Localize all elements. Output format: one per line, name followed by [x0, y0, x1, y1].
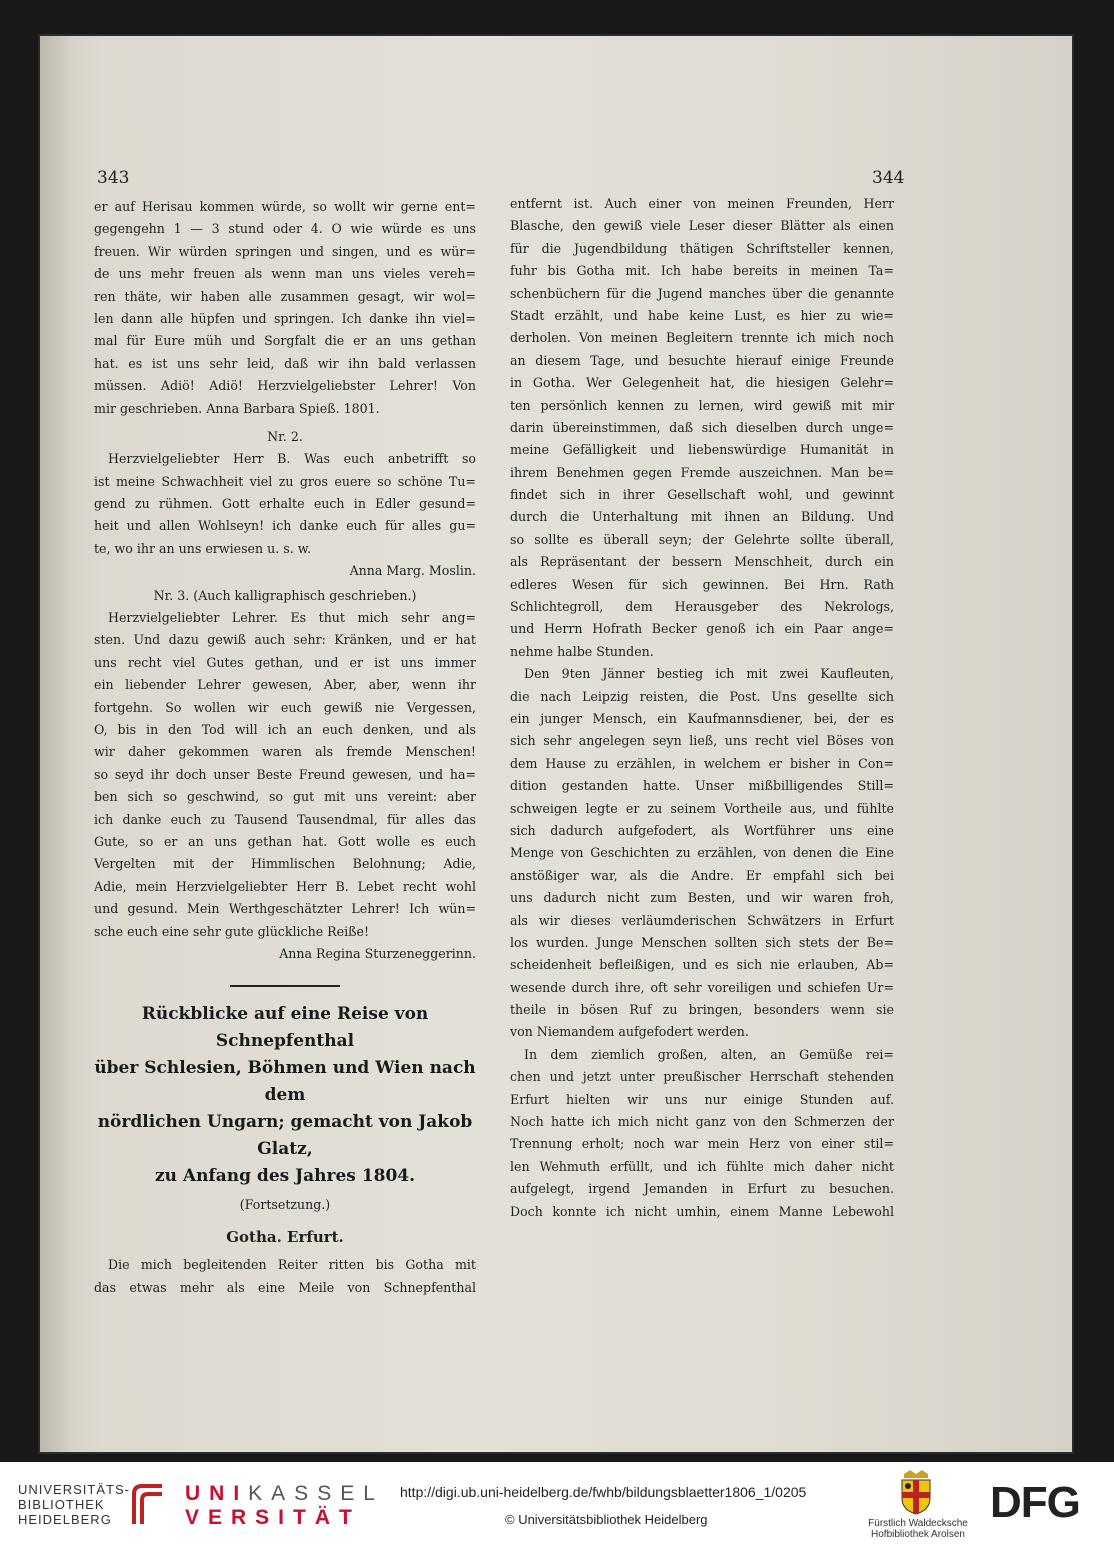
ub-line: UNIVERSITÄTS- [18, 1482, 130, 1497]
text-line: darin übereinstimmen, daß sich dieselben durch unge= [510, 419, 894, 435]
text-line: in Gotha. Wer Gelegenheit hat, die hiesigen Gelehr= [510, 375, 894, 391]
copyright-text: © Universitätsbibliothek Heidelberg [505, 1512, 708, 1527]
text-line: Menge von Geschichten zu erzählen, von denen die Eine [510, 845, 894, 861]
text-line: len dann alle hüpfen und springen. Ich danke ihn viel= [94, 310, 476, 326]
text-line: Doch konnte ich nicht umhin, einem Manne Lebewohl [510, 1203, 894, 1219]
text-line: los wurden. Junge Menschen sollten sich stets der Be= [510, 934, 894, 950]
nr2-signature: Anna Marg. Moslin. [349, 563, 476, 579]
text-line: gegengehn 1 — 3 stund oder 4. O wie würde es uns [94, 221, 476, 237]
text-line: derholen. Von meinen Begleitern trennte ich mich noch [510, 330, 894, 346]
text-line: und gesund. Mein Werthgeschätzter Lehrer! Ich wün= [94, 901, 476, 917]
text-line: für die Jugendbildung thätigen Schriftsteller kennen, [510, 240, 894, 256]
text-line: so seyd ihr doch unser Beste Freund gewesen, und ha= [94, 766, 476, 782]
text-line: sich sehr angelegen seyn ließ, uns recht viel Böses von [510, 733, 894, 749]
nr2-heading: Nr. 2. [267, 428, 303, 444]
text-line: fuhr bis Gotha mit. Ich habe bereits in meinen Ta= [510, 263, 894, 279]
ub-line: BIBLIOTHEK [18, 1497, 105, 1512]
text-line: Den 9ten Jänner bestieg ich mit zwei Kaufleuten, [524, 666, 894, 682]
right-column [510, 193, 894, 1223]
text-line: uns dadurch nicht zum Besten, und wir waren froh, [510, 890, 894, 906]
paragraph-journey [510, 663, 894, 1044]
section-divider [230, 985, 340, 987]
text-line: schweigen legte er zu seinem Vortheile aus, und fühlte [510, 800, 894, 816]
text-line: Herzvielgeliebter Herr B. Was euch anbetrifft so [108, 451, 476, 467]
text-line: chen und jetzt unter preußischer Herrschaft stehenden [510, 1069, 894, 1085]
text-line: Schlichtegroll, dem Herausgeber des Nekrologs, [510, 599, 894, 615]
title-line: Rückblicke auf eine Reise von Schnepfenthal [141, 1004, 429, 1052]
text-line: Trennung erholt; noch war mein Herz von einer stil= [510, 1136, 894, 1152]
nr3-signature: Anna Regina Sturzeneggerinn. [279, 945, 476, 961]
text-line: gend zu rühmen. Gott erhalte euch in Edler gesund= [94, 496, 476, 512]
text-line: aufgelegt, irgend Jemanden in Erfurt zu besuchen. [510, 1181, 894, 1197]
text-line: uns recht viel Gutes gethan, und er ist uns immer [94, 654, 476, 670]
text-line: er auf Herisau kommen würde, so wollt wir gerne ent= [94, 199, 476, 214]
ub-line: HEIDELBERG [18, 1512, 112, 1527]
text-line: das etwas mehr als eine Meile von Schnepfenthal [94, 1279, 476, 1295]
text-line: de uns mehr freuen als wenn man uns vieles vereh= [94, 266, 476, 282]
text-line: dition gestanden hatte. Unser mißbilligendes Still= [510, 778, 894, 794]
uni-kassel-bottom: VERSITÄT [185, 1506, 361, 1529]
left-page-number: 343 [97, 168, 130, 188]
arolsen-credit [858, 1518, 978, 1540]
permalink-url[interactable]: http://digi.ub.uni-heidelberg.de/fwhb/bildungsblaetter1806_1/0205 [400, 1484, 807, 1500]
letter-1-text [94, 196, 476, 420]
text-line: entfernt ist. Auch einer von meinen Freunden, Herr [510, 196, 894, 211]
text-line: ten persönlich kennen zu lernen, wird gewiß mit mir [510, 397, 894, 413]
text-line: als wir dieses verläumderischen Schwätzers in Erfurt [510, 912, 894, 928]
article-title [94, 1001, 476, 1190]
uni-kassel-logo[interactable] [185, 1482, 384, 1530]
text-line: nehme halbe Stunden. [510, 643, 654, 659]
text-line: hat. es ist uns sehr leid, daß wir ihn bald verlassen [94, 355, 476, 371]
text-line: Vergelten mit der Himmlischen Belohnung; Adie, [94, 856, 476, 872]
arolsen-line: Fürstlich Waldecksche [868, 1518, 968, 1529]
waldeck-crest-icon [896, 1468, 936, 1516]
text-line: müssen. Adiö! Adiö! Herzvielgeliebster Lehrer! Von [94, 378, 476, 394]
title-line: nördlichen Ungarn; gemacht von Jakob Glatz, [97, 1112, 473, 1160]
text-line: theile in bösen Ruf zu bringen, besonders wenn sie [510, 1002, 894, 1018]
letter-3-text [94, 607, 476, 943]
nr3-heading: Nr. 3. (Auch kalligraphisch geschrieben.) [153, 587, 417, 603]
text-line: dem Hause zu erzählen, in welchem er bisher in Con= [510, 755, 894, 771]
text-line: ein liebender Lehrer gewesen, Aber, aber, wenn ihr [94, 677, 476, 693]
title-line: zu Anfang des Jahres 1804. [154, 1166, 416, 1187]
dfg-logo[interactable]: DFG [990, 1478, 1080, 1527]
text-line: In dem ziemlich großen, alten, an Gemüße rei= [524, 1046, 894, 1062]
title-line: über Schlesien, Böhmen und Wien nach dem [94, 1058, 476, 1106]
left-column [94, 196, 476, 1299]
paragraph-gotha [510, 193, 894, 663]
uni-kassel-top: UNIKASSEL [185, 1482, 384, 1505]
text-line: Erfurt hielten wir uns nur einige Stunden auf. [510, 1091, 894, 1107]
continued-note: (Fortsetzung.) [239, 1197, 331, 1213]
text-line: und Herrn Hofrath Becker genoß ich ein Paar ange= [510, 621, 894, 637]
text-line: edleres Wesen für sich gewinnen. Bei Hrn. Rath [510, 576, 894, 592]
text-line: Blasche, den gewiß viele Leser dieser Blätter als einen [510, 218, 894, 234]
right-page-number: 344 [872, 168, 905, 188]
text-line: so sollte es überall seyn; der Gelehrte sollte überall, [510, 531, 894, 547]
text-line: len Wehmuth erfüllt, und ich fühlte mich daher nicht [510, 1158, 894, 1174]
text-line: mir geschrieben. Anna Barbara Spieß. 1801. [94, 400, 380, 416]
text-line: te, wo ihr an uns erwiesen u. s. w. [94, 540, 311, 556]
text-line: an diesem Tage, und besuchte hierauf einige Freunde [510, 352, 894, 368]
text-line: die nach Leipzig reisten, die Post. Uns gesellte sich [510, 688, 894, 704]
section-heading: Gotha. Erfurt. [226, 1228, 344, 1247]
text-line: von Niemandem aufgefodert werden. [510, 1024, 749, 1040]
letter-2-text [94, 448, 476, 560]
text-line: fortgehn. So wollen wir euch gewiß nie Vergessen, [94, 699, 476, 715]
text-line: durch die Unterhaltung mit ihnen an Bildung. Und [510, 509, 894, 525]
text-line: ben sich so geschwind, so gut mit uns vereint: aber [94, 789, 476, 805]
text-line: Herzvielgeliebter Lehrer. Es thut mich sehr ang= [108, 610, 476, 626]
text-line: freuen. Wir würden springen und singen, und es wür= [94, 243, 476, 259]
text-line: findet sich in ihrer Gesellschaft wohl, und gewinnt [510, 487, 894, 503]
text-line: O, bis in den Tod will ich an euch denken, und als [94, 721, 476, 737]
text-line: wesende durch ihre, oft sehr voreiligen und schiefen Ur= [510, 979, 894, 995]
text-line: Adie, mein Herzvielgeliebter Herr B. Lebet recht wohl [94, 878, 476, 894]
text-line: Stadt erzählt, und habe keine Lust, es hier zu wie= [510, 307, 894, 323]
text-line: mal für Eure müh und Sorgfalt die er an uns gethan [94, 333, 476, 349]
text-line: ihrem Benehmen gegen Fremde auszeichnen. Man be= [510, 464, 894, 480]
text-line: wir daher gekommen waren als fremde Menschen! [94, 744, 476, 760]
text-line: ist meine Schwachheit viel zu gros euere so schöne Tu= [94, 473, 476, 489]
text-line: Die mich begleitenden Reiter ritten bis Gotha mit [108, 1257, 476, 1273]
section-text [94, 1254, 476, 1299]
text-line: Gute, so er an uns gethan hat. Gott wolle es euch [94, 833, 476, 849]
text-line: sche euch eine sehr gute glückliche Reiße! [94, 923, 370, 939]
text-line: scheidenheit befleißigen, und es sich nie erlauben, Ab= [510, 957, 894, 973]
text-line: meine Gefälligkeit und liebenswürdige Humanität in [510, 442, 894, 458]
text-line: ren thäte, wir haben alle zusammen gesagt, wir wol= [94, 288, 476, 304]
text-line: sich dadurch aufgefodert, als Wortführer uns eine [510, 822, 894, 838]
page-edge-shadow [40, 36, 70, 1452]
footer-bar [0, 1462, 1114, 1547]
text-line: als Repräsentant der bessern Menschheit, durch ein [510, 554, 894, 570]
text-line: sten. Und dazu gewiß auch sehr: Kränken, und er hat [94, 632, 476, 648]
text-line: anstößiger war, als die Andre. Er empfahl sich bei [510, 867, 894, 883]
ub-heidelberg-logo[interactable] [18, 1482, 130, 1527]
text-line: schenbüchern für die Jugend manches über die genannte [510, 285, 894, 301]
text-line: heit und allen Wohlseyn! ich danke euch für alles gu= [94, 518, 476, 534]
text-line: ich danke euch zu Tausend Tausendmal, für alles das [94, 811, 476, 827]
ub-mark-icon [128, 1480, 168, 1530]
paragraph-erfurt [510, 1044, 894, 1223]
text-line: Noch hatte ich mich nicht ganz von den Schmerzen der [510, 1114, 894, 1130]
arolsen-line: Hofbibliothek Arolsen [871, 1529, 965, 1540]
text-line: ein junger Mensch, ein Kaufmannsdiener, bei, der es [510, 710, 894, 726]
